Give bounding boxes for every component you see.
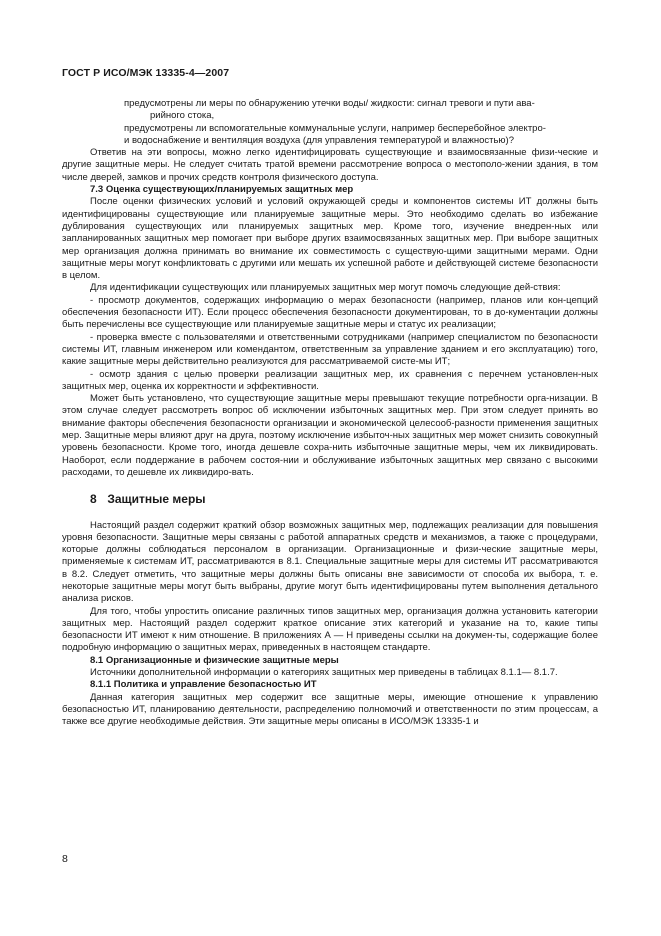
paragraph: Данная категория защитных мер содержит все защитные меры, имеющие отношение к управлению безопасностью ИТ, планированию деятельности, распределению полномочий и ответственности по этим процессам, а также все другие необходимые действия. Эти защитные меры описаны в ИСО/МЭК 13335-1 и	[62, 691, 598, 728]
section-heading-8-1-1: 8.1.1 Политика и управление безопасностью ИТ	[90, 679, 317, 691]
paragraph: Для идентификации существующих или планируемых защитных мер могут помочь следующие дей-ствия:	[90, 282, 561, 294]
list-line-cont: и водоснабжение и вентиляция воздуха (для управления температурой и влажностью)?	[124, 134, 514, 146]
list-item: - осмотр здания с целью проверки реализации защитных мер, их сравнения с перечнем установлен-ных защитных мер, оценка их корректности и эффективности.	[62, 368, 598, 392]
paragraph: После оценки физических условий и условий окружающей среды и компонентов системы ИТ должны быть идентифицированы существующие или планируемые защитные меры. Это необходимо сделать во избежание дублирования существующих или планируемых защитных мер. Кроме того, изучение внедрен-ных или запланированных защитных мер помогает при выборе других взаимосвязанных защитных мер. При выборе защитных мер организация должна принимать во внимание их совместимость с существую-щими защитными мерами. Одни защитные меры могут конфликтовать с другими или мешать их успешной работе и действующей системе безопасности в целом.	[62, 196, 598, 282]
list-item: - просмотр документов, содержащих информацию о мерах безопасности (например, планов или кон-цепций обеспечения безопасности ИТ). Если процесс обеспечения безопасности документирован, то в до-кументации должны быть перечислены все существующие или планируемые защитные меры и статус их реализации;	[62, 294, 598, 331]
section-heading-8-1: 8.1 Организационные и физические защитные меры	[90, 654, 339, 666]
page-header: ГОСТ Р ИСО/МЭК 13335-4—2007	[62, 67, 230, 79]
paragraph: Может быть установлено, что существующие защитные меры превышают текущие потребности орга-низации. В этом случае следует рассмотреть вопрос об исключении избыточных защитных мер. При этом следует принять во внимание факторы обеспечения безопасности организации и экономической целесооб-разности применения защитных мер. Защитные меры влияют друг на друга, поэтому исключение избыточ-ных защитных мер может снизить совокупный уровень безопасности. Кроме того, иногда дешевле сохра-нить избыточные защитные меры, чем их ликвидировать. Наоборот, если поддержание в рабочем состоя-нии и обслуживание избыточных защитных мер связано с высокими расходами, то дешевле их ликвидиро-вать.	[62, 393, 598, 478]
paragraph: Настоящий раздел содержит краткий обзор возможных защитных мер, подлежащих реализации для повышения уровня безопасности. Защитные меры связаны с работой аппаратных средств и механизмов, а также с процедурами, которые должны соблюдаться персоналом в организации. Организационные и физи-ческие защитные меры, применяемые к системам ИТ, рассматриваются в 8.1. Специальные защитные меры для системы ИТ рассматриваются в 8.2. Следует отметить, что защитные меры должны быть описаны вне зависимости от способа их выбора, т. е. некоторые защитные меры могут быть выбраны, другие могут быть идентифицированы путем выполнения детального анализа рисков.	[62, 519, 598, 605]
section-number: 8	[90, 492, 97, 507]
paragraph: Ответив на эти вопросы, можно легко идентифицировать существующие и взаимосвязанные физи-ческие и другие защитные меры. Не следует считать тратой времени рассмотрение вопроса о местополо-жении здания, в том числе дверей, замков и прочих средств контроля физического доступа.	[62, 147, 598, 183]
paragraph: Источники дополнительной информации о категориях защитных мер приведены в таблицах 8.1.1— 8.1.7.	[90, 667, 558, 679]
list-line: предусмотрены ли вспомогательные коммунальные услуги, например бесперебойное электро-	[124, 122, 546, 134]
section-heading-8	[62, 493, 598, 505]
list-line-cont: рийного стока,	[150, 110, 215, 122]
list-item: - проверка вместе с пользователями и ответственными сотрудниками (например специалистом по безопасности системы ИТ, главным инженером или комендантом, ответственным за управление зданием и его эксплуатацию) того, какие защитные меры действительно реализуются для рассматриваемой систе-мы ИТ;	[62, 331, 598, 368]
section-title: Защитные меры	[107, 492, 206, 507]
paragraph: Для того, чтобы упростить описание различных типов защитных мер, организация должна установить категории защитных мер. Настоящий раздел содержит краткое описание этих категорий и указание на то, какие типы безопасности ИТ имеют к ним отношение. В приложениях А — Н приведены ссылки на докумен-ты, содержащие более подробную информацию о защитных мерах, приведенных в настоящем стандарте.	[62, 605, 598, 654]
page-content	[62, 98, 598, 729]
list-line: предусмотрены ли меры по обнаружению утечки воды/ жидкости: сигнал тревоги и пути ава-	[124, 98, 535, 109]
page-number: 8	[62, 853, 68, 865]
section-heading-7-3: 7.3 Оценка существующих/планируемых защитных мер	[90, 184, 354, 196]
